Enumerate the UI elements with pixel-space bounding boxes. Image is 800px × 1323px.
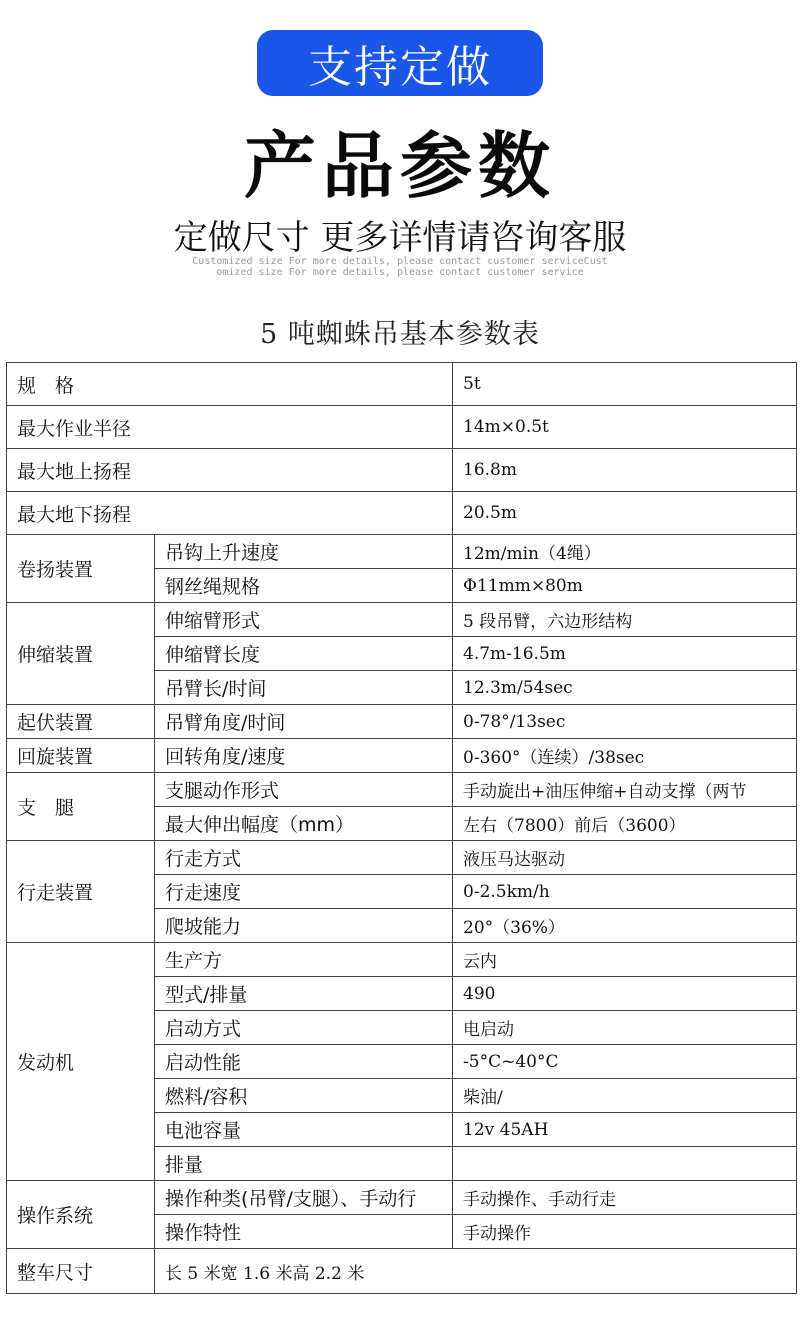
row-label: 吊臂长/时间 (155, 671, 453, 705)
row-value: 电启动 (453, 1011, 797, 1045)
row-label: 启动性能 (155, 1045, 453, 1079)
row-value: 0-78°/13sec (453, 705, 797, 739)
row-value: 左右（7800）前后（3600） (453, 807, 797, 841)
row-label: 整车尺寸 (7, 1249, 155, 1294)
spec-table (6, 362, 797, 1294)
category-label: 操作系统 (7, 1181, 155, 1249)
row-value: 12v 45AH (453, 1113, 797, 1147)
row-label: 燃料/容积 (155, 1079, 453, 1113)
row-value: 手动操作、手动行走 (453, 1181, 797, 1215)
category-label: 行走装置 (7, 841, 155, 943)
row-label: 行走速度 (155, 875, 453, 909)
row-label: 规 格 (7, 363, 453, 406)
row-value: 5 段吊臂，六边形结构 (453, 603, 797, 637)
row-value: 4.7m-16.5m (453, 637, 797, 671)
table-row (7, 739, 797, 773)
row-value: 14m×0.5t (453, 406, 797, 449)
table-row (7, 535, 797, 569)
category-label: 卷扬装置 (7, 535, 155, 603)
row-value: Φ11mm×80m (453, 569, 797, 603)
row-label: 伸缩臂长度 (155, 637, 453, 671)
table-row (7, 449, 797, 492)
row-label: 最大地上扬程 (7, 449, 453, 492)
row-label: 最大作业半径 (7, 406, 453, 449)
category-label: 回旋装置 (7, 739, 155, 773)
row-value: 云内 (453, 943, 797, 977)
row-value: 手动操作 (453, 1215, 797, 1249)
row-label: 电池容量 (155, 1113, 453, 1147)
row-value: 手动旋出+油压伸缩+自动支撑（两节 (453, 773, 797, 807)
row-value: 20.5m (453, 492, 797, 535)
row-value: 0-2.5km/h (453, 875, 797, 909)
custom-badge: 支持定做 (257, 30, 543, 96)
row-label: 排量 (155, 1147, 453, 1181)
row-label: 最大伸出幅度（mm） (155, 807, 453, 841)
table-row (7, 773, 797, 807)
row-value: 长 5 米宽 1.6 米高 2.2 米 (155, 1249, 797, 1294)
row-label: 操作特性 (155, 1215, 453, 1249)
table-row (7, 1181, 797, 1215)
row-value: 16.8m (453, 449, 797, 492)
row-label: 吊钩上升速度 (155, 535, 453, 569)
category-label: 伸缩装置 (7, 603, 155, 705)
row-label: 型式/排量 (155, 977, 453, 1011)
category-label: 支 腿 (7, 773, 155, 841)
table-row (7, 943, 797, 977)
row-label: 启动方式 (155, 1011, 453, 1045)
table-row (7, 841, 797, 875)
table-title: 5 吨蜘蛛吊基本参数表 (260, 319, 540, 350)
row-value: 12.3m/54sec (453, 671, 797, 705)
category-label: 发动机 (7, 943, 155, 1181)
english-note: Customized size For more details, please contact customer serviceCustomized size For more details, please contact customer service (192, 256, 608, 278)
row-value: 5t (453, 363, 797, 406)
row-value: 490 (453, 977, 797, 1011)
table-row (7, 1249, 797, 1294)
page-title: 产品参数 (243, 124, 556, 208)
row-value: 20°（36%） (453, 909, 797, 943)
row-value: -5°C~40°C (453, 1045, 797, 1079)
row-label: 爬坡能力 (155, 909, 453, 943)
category-label: 起伏装置 (7, 705, 155, 739)
row-value: 柴油/ (453, 1079, 797, 1113)
row-label: 生产方 (155, 943, 453, 977)
row-label: 行走方式 (155, 841, 453, 875)
row-label: 吊臂角度/时间 (155, 705, 453, 739)
row-label: 回转角度/速度 (155, 739, 453, 773)
row-label: 钢丝绳规格 (155, 569, 453, 603)
row-label: 操作种类(吊臂/支腿）、手动行 (155, 1181, 453, 1215)
table-row (7, 406, 797, 449)
table-row (7, 603, 797, 637)
row-value: 12m/min（4绳） (453, 535, 797, 569)
row-label: 最大地下扬程 (7, 492, 453, 535)
row-value: 0-360°（连续）/38sec (453, 739, 797, 773)
row-label: 伸缩臂形式 (155, 603, 453, 637)
table-row (7, 705, 797, 739)
table-row (7, 492, 797, 535)
row-value: 液压马达驱动 (453, 841, 797, 875)
table-row (7, 363, 797, 406)
row-value (453, 1147, 797, 1181)
row-label: 支腿动作形式 (155, 773, 453, 807)
page-subtitle: 定做尺寸 更多详情请咨询客服 (173, 218, 627, 258)
